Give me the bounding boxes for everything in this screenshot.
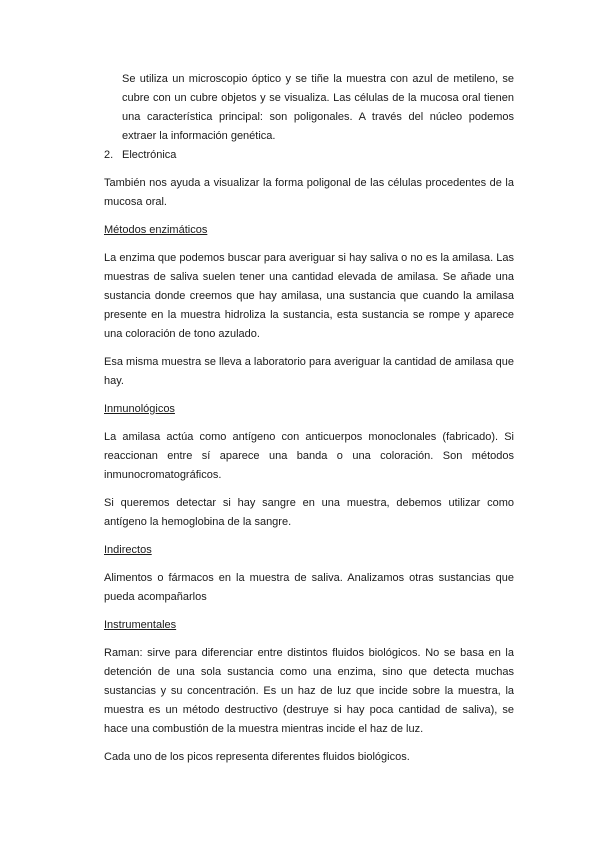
section-heading-inmunologicos: Inmunológicos	[104, 403, 175, 415]
inmunologicos-paragraph-2: Si queremos detectar si hay sangre en una muestra, debemos utilizar como antígeno la hemoglobina de la sangre.	[104, 497, 514, 528]
intro-paragraph: Se utiliza un microscopio óptico y se tiñe la muestra con azul de metileno, se cubre con un cubre objetos y se visualiza. Las células de la mucosa oral tienen una característica principal: son poligonales. A través del núcleo podemos extraer la información genética.	[122, 73, 514, 142]
enzimaticos-paragraph-2: Esa misma muestra se lleva a laboratorio para averiguar la cantidad de amilasa que hay.	[104, 356, 514, 387]
instrumentales-paragraph-1: Raman: sirve para diferenciar entre distintos fluidos biológicos. No se basa en la detención de una sola sustancia como una enzima, sino que detecta muchas sustancias y su concentración. Es un haz de luz que incide sobre la muestra, la muestra es un método destructivo (destruye si hay poca cantidad de saliva), se hace una combustión de la muestra mientras incide el haz de luz.	[104, 647, 514, 735]
list-item-number: 2.	[104, 149, 114, 161]
enzimaticos-paragraph-1: La enzima que podemos buscar para averiguar si hay saliva o no es la amilasa. Las muestras de saliva suelen tener una cantidad elevada de amilasa. Se añade una sustancia donde creemos que hay amilasa, una sustancia que cuando la amilasa presente en la muestra hidroliza la sustancia, esta sustancia se rompe y aparece una coloración de tono azulado.	[104, 252, 514, 340]
indirectos-paragraph-1: Alimentos o fármacos en la muestra de saliva. Analizamos otras sustancias que pueda acompañarlos	[104, 572, 514, 603]
list-item-text: Electrónica	[122, 149, 177, 161]
section-heading-indirectos: Indirectos	[104, 544, 152, 556]
electronica-paragraph: También nos ayuda a visualizar la forma poligonal de las células procedentes de la mucosa oral.	[104, 177, 514, 208]
section-heading-instrumentales: Instrumentales	[104, 619, 177, 631]
section-heading-enzimaticos: Métodos enzimáticos	[104, 224, 208, 236]
inmunologicos-paragraph-1: La amilasa actúa como antígeno con anticuerpos monoclonales (fabricado). Si reaccionan entre sí aparece una banda o una coloración. Son métodos inmunocromatográficos.	[104, 431, 514, 481]
list-item-electronica	[104, 146, 514, 165]
instrumentales-paragraph-2: Cada uno de los picos representa diferentes fluidos biológicos.	[104, 751, 410, 763]
